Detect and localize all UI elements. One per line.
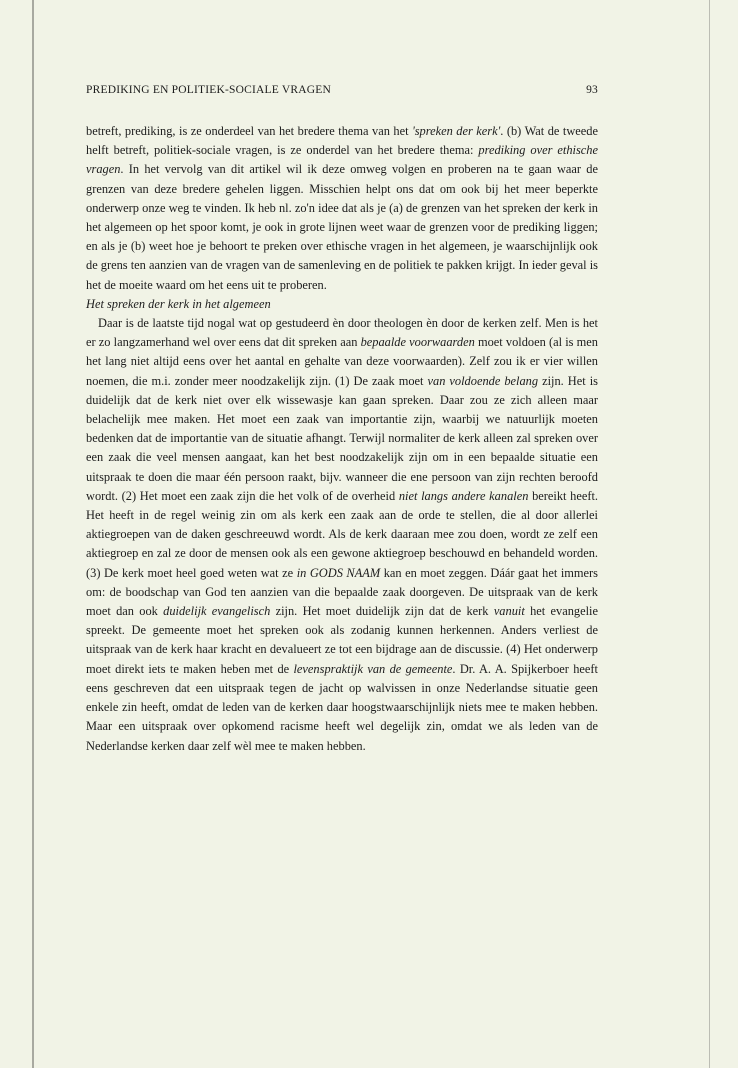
paragraph-2 (86, 314, 598, 756)
italic-run: in GODS NAAM (296, 565, 381, 580)
italic-run: duidelijk evangelisch (163, 604, 271, 619)
italic-run: 'spreken der kerk' (412, 124, 501, 138)
page-edge (709, 0, 710, 1068)
paragraph-1 (86, 122, 598, 295)
italic-run: van voldoende belang (427, 373, 539, 388)
text-run: moet voldoen (al is men het lang niet altijd eens over het aantal en gehalte van deze voorwaarden). Zelf zou ik er vier willen noemen, die m.i. zonder meer noodzakelijk zijn. (1) De zaak moet (86, 335, 598, 388)
text-run: . In het vervolg van dit artikel wil ik deze omweg volgen en proberen na te gaan waar de grenzen van deze bredere gehelen liggen. Misschien helpt ons dat om ook bij het meer beperkte onderwerp onze weg te vinden. Ik heb nl. zo'n idee dat als je (a) de grenzen van het spreken der kerk in het algemeen op het spoor komt, je ook in grote lijnen weet waar de grenzen voor de prediking liggen; en als je (b) weet hoe je behoort te preken over ethische vragen in het algemeen, je waarschijnlijk ook de grens ten aanzien van de vragen van de samenleving en de politiek te pakken krijgt. In ieder geval is het de moeite waard om het eens uit te proberen. (86, 162, 598, 292)
binding-edge (32, 0, 34, 1068)
text-run: . Dr. A. A. Spijkerboer heeft eens geschreven dat een uitspraak tegen de jacht op walvissen in onze Nederlandse situatie geen enkele zin heeft, omdat de leden van de kerken daar hoogstwaarschijnlijk niets mee te maken hebben. Maar een uitspraak over opkomend racisme heeft wel degelijk zin, omdat we als leden van de Nederlandse kerken daar zelf wèl mee te maken hebben. (86, 661, 598, 753)
text-run: betreft, prediking, is ze onderdeel van het bredere thema van het (86, 124, 413, 138)
italic-run: vanuit (493, 604, 525, 619)
text-run: bereikt heeft. Het heeft in de regel weinig zin om als kerk een zaak aan de orde te stellen, die al door allerlei aktiegroepen van de daken geschreeuwd wordt. Als de kerk daaraan mee zou doen, wordt ze zelf een aktiegroep en zal ze door de mensen ook als een gewone aktiegroep beschouwd en behandeld worden. (3) De kerk moet heel goed weten wat ze (86, 488, 598, 580)
body-text (86, 122, 598, 756)
section-heading: Het spreken der kerk in het algemeen (86, 296, 271, 311)
italic-run: prediking over ethische vragen (86, 143, 598, 177)
text-run: kan en moet zeggen. Dáár gaat het immers om: de boodschap van God ten aanzien van die bepaalde zaak doorgeven. De uitspraak van de kerk moet dan ook (86, 565, 598, 619)
running-head (86, 84, 598, 102)
italic-run: levenspraktijk van de gemeente (293, 661, 453, 676)
text-run: . (b) Wat de tweede helft betreft, politiek-sociale vragen, is ze onderdel van het bredere thema: (86, 124, 598, 158)
text-run: het evangelie spreekt. De gemeente moet het spreken ook als zodanig kunnen herkennen. Anders verliest de uitspraak van de kerk haar kracht en devalueert ze tot een bijdrage aan de discussie. (4) Het onderwerp moet direkt iets te maken heben met de (86, 604, 598, 676)
italic-run: niet langs andere kanalen (398, 488, 529, 503)
italic-run: bepaalde voorwaarden (360, 335, 475, 350)
text-run: zijn. Het is duidelijk dat de kerk niet over elk wissewasje kan gaan spreken. Daar zou ze zich alleen maar belachelijk mee maken. Het moet een zaak van importantie zijn, waarbij we natuurlijk moeten bedenken dat de importantie van de situatie afhangt. Terwijl normaliter de kerk alleen zal spreken over een zaak die veel mensen aangaat, kan het best noodzakelijk zijn om in een bepaalde situatie een uitspraak te doen die maar één persoon raakt, bijv. wanneer die ene persoon van zijn rechten beroofd wordt. (2) Het moet een zaak zijn die het volk of de overheid (86, 373, 598, 503)
running-head-title: PREDIKING EN POLITIEK-SOCIALE VRAGEN (86, 84, 331, 96)
text-run: Daar is de laatste tijd nogal wat op gestudeerd èn door theologen èn door de kerken zelf. Men is het er zo langzamerhand wel over eens dat dit spreken aan (86, 316, 598, 350)
book-page (86, 84, 598, 756)
page-number: 93 (586, 84, 598, 96)
text-run: zijn. Het moet duidelijk zijn dat de kerk (270, 604, 494, 619)
